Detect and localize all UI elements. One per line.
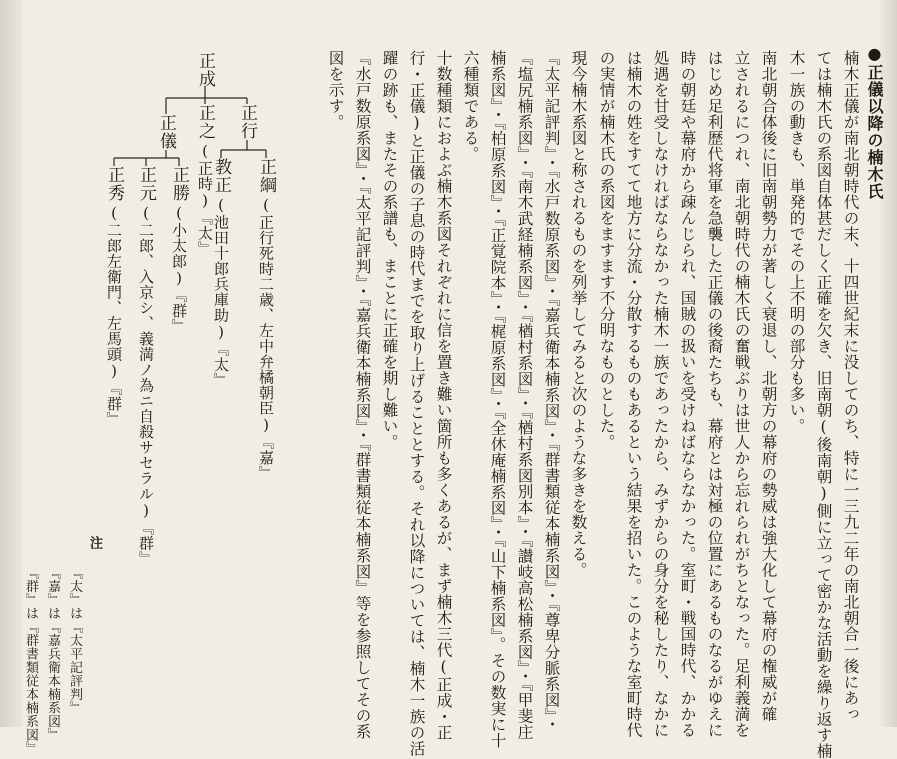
tree-gen3-detail: (池田十郎兵庫助)『太』 bbox=[212, 196, 230, 388]
body-column: 『塩尻楠系図』・『南木武経楠系図』・『楢村系図』・『楢村系図別本』・『讃岐高松楠系図』・『甲斐庄 bbox=[515, 50, 534, 740]
tree-gen2-name: 正之 bbox=[195, 104, 215, 140]
tree-gen3-detail: (正行死時二歳、左中弁橘朝臣)『嘉』 bbox=[257, 196, 275, 481]
body-column: 時の朝廷や幕府から疎んじられ、国賊の扱いを受けねばならなかった。室町・戦国時代、かかる bbox=[678, 50, 697, 738]
body-column: 楠系図』・『柏原系図』・『正覚院本』・『梶原系図』・『全休庵楠系図』・『山下楠系図』。その数実に十 bbox=[488, 50, 507, 749]
body-column: はじめ足利歴代将軍を急襲した正儀の後裔たちも、幕府とは対極の位置にあるものなるがゆえに bbox=[705, 50, 724, 738]
body-column: 十数種類におよぶ楠木系図それぞれに信を置き難い箇所も多くあるが、まず楠木三代(正成・正 bbox=[434, 50, 453, 741]
tree-gen3-name: 正勝 bbox=[169, 166, 189, 202]
tree-root-name: 正成 bbox=[195, 52, 215, 88]
tree-gen2-name: 正儀 bbox=[156, 114, 176, 150]
body-column: 躍の跡も、またその系譜も、まことに正確を期し難い。 bbox=[380, 50, 399, 450]
body-column: 『太平記評判』・『水戸数原系図』・『嘉兵衛本楠系図』・『群書類従本楠系図』・『尊卑分脈系図』・ bbox=[542, 50, 561, 732]
body-column: の実情が楠木氏の系図をますます不分明なものとした。 bbox=[597, 50, 616, 450]
tree-gen3-name: 正綱 bbox=[256, 158, 276, 194]
body-column: は楠木の姓をすてて地方に分流・分散するものもあるという結果を招いた。このような室町時代 bbox=[624, 50, 643, 738]
body-column: 『水戸数原系図』・『太平記評判』・『嘉兵衛本楠系図』・『群書類従本楠系図』等を参照してその系 bbox=[353, 50, 372, 740]
notes-title: 注 bbox=[87, 536, 102, 549]
tree-gen3-detail: (小太郎)『群』 bbox=[170, 204, 188, 334]
tree-gen3-detail: (二郎、入京シ、義満ノ為ニ自殺サセラル)『群』 bbox=[137, 204, 155, 567]
body-column: ては楠木氏の系図自体甚だしく正確を欠き、旧南朝(後南朝)側に立って密かな活動を繰り返す楠 bbox=[814, 50, 833, 759]
body-column: 図を示す。 bbox=[326, 50, 345, 130]
body-column: 六種類である。 bbox=[461, 50, 480, 162]
tree-gen3-detail: (二郎左衛門、左馬頭)『群』 bbox=[105, 204, 123, 427]
tree-gen3-name: 正元 bbox=[136, 166, 156, 202]
body-column: 立されるにつれ、南北朝時代の楠木氏の奮戦ぶりは世人から忘れられがちとなった。足利義満を bbox=[732, 50, 751, 738]
tree-gen3-name: 教正 bbox=[211, 158, 231, 194]
tree-gen3-name: 正秀 bbox=[104, 166, 124, 202]
note-item: 『太』は『太平記評判』 bbox=[67, 566, 82, 715]
body-column: 処遇を甘受しなければならなかった楠木一族であったから、みずからの身分を秘したり、なかに bbox=[651, 50, 670, 738]
body-column: 木一族の動きも、単発的でその上不明の部分も多い。 bbox=[787, 50, 806, 434]
body-column: 南北朝合体後に旧南朝勢力が著しく衰退し、北朝方の幕府の勢威は強大化して幕府の権威が確 bbox=[759, 50, 778, 722]
note-item: 『嘉』は『嘉兵衛本楠系図』 bbox=[45, 566, 60, 742]
body-column: 行・正儀)と正儀の子息の時代までを取り上げることとする。それ以降については、楠木一族の活 bbox=[407, 50, 426, 757]
body-column: 現今楠木系図と称されるものを列挙してみると次のような多きを数える。 bbox=[569, 50, 588, 578]
tree-gen2-note: (正時)『太』 bbox=[196, 142, 214, 257]
note-item: 『群』は『群書類従本楠系図』 bbox=[23, 566, 38, 755]
tree-gen2-name: 正行 bbox=[237, 104, 257, 140]
section-heading: ●正儀以降の楠木氏 bbox=[865, 44, 884, 200]
body-column: 楠木正儀が南北朝時代の末、十四世紀末に没してのち、特に一三九二年の南北朝合一後にあっ bbox=[841, 50, 860, 722]
